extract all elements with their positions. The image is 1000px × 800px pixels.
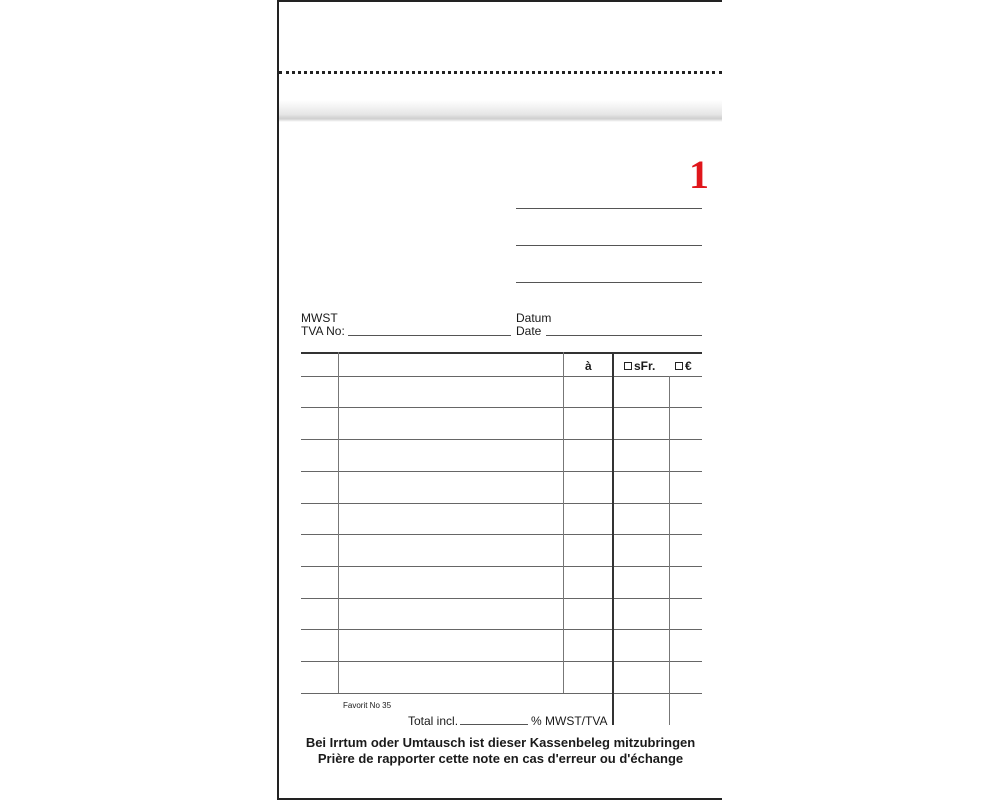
col-header-eur bbox=[675, 359, 692, 373]
address-line-1[interactable] bbox=[516, 208, 702, 209]
table-row[interactable] bbox=[301, 471, 702, 472]
table-row[interactable] bbox=[301, 503, 702, 504]
col-divider-amount bbox=[612, 352, 614, 725]
table-row[interactable] bbox=[301, 661, 702, 662]
footer-note-de: Bei Irrtum oder Umtausch ist dieser Kassenbeleg mitzubringen bbox=[305, 735, 696, 750]
chf-label: sFr. bbox=[634, 359, 656, 373]
eur-checkbox[interactable] bbox=[675, 362, 683, 370]
table-row[interactable] bbox=[301, 629, 702, 630]
receipt-number: 1 bbox=[689, 152, 709, 197]
table-top-rule bbox=[301, 352, 702, 354]
total-label: Total incl. bbox=[408, 714, 459, 728]
stub-fold-shadow bbox=[279, 100, 722, 122]
vat-label-de: MWST bbox=[301, 311, 338, 325]
table-row[interactable] bbox=[301, 439, 702, 440]
perforation-line bbox=[279, 71, 722, 74]
table-row[interactable] bbox=[301, 566, 702, 567]
form-code: Favorit No 35 bbox=[343, 701, 392, 710]
date-field[interactable] bbox=[546, 335, 702, 336]
chf-checkbox[interactable] bbox=[624, 362, 632, 370]
address-line-2[interactable] bbox=[516, 245, 702, 246]
table-row[interactable] bbox=[301, 534, 702, 535]
table-bottom-rule bbox=[301, 693, 702, 694]
col-divider-qty bbox=[338, 352, 339, 693]
vat-number-field[interactable] bbox=[348, 335, 511, 336]
table-row[interactable] bbox=[301, 407, 702, 408]
col-header-unit-price: à bbox=[585, 359, 592, 373]
vat-suffix: % MWST/TVA bbox=[531, 714, 608, 728]
vat-rate-field[interactable] bbox=[460, 724, 528, 725]
footer-note-fr: Prière de rapporter cette note en cas d'erreur ou d'échange bbox=[317, 751, 684, 766]
col-divider-currency bbox=[669, 376, 670, 725]
table-row[interactable] bbox=[301, 376, 702, 377]
receipt-sheet bbox=[277, 0, 722, 800]
address-line-3[interactable] bbox=[516, 282, 702, 283]
col-header-chf bbox=[624, 359, 655, 373]
eur-label: € bbox=[685, 359, 692, 373]
col-divider-unit-price bbox=[563, 352, 564, 693]
table-row[interactable] bbox=[301, 598, 702, 599]
date-label-de: Datum bbox=[516, 311, 552, 325]
vat-label-fr: TVA No: bbox=[301, 324, 345, 338]
date-label-fr: Date bbox=[516, 324, 542, 338]
